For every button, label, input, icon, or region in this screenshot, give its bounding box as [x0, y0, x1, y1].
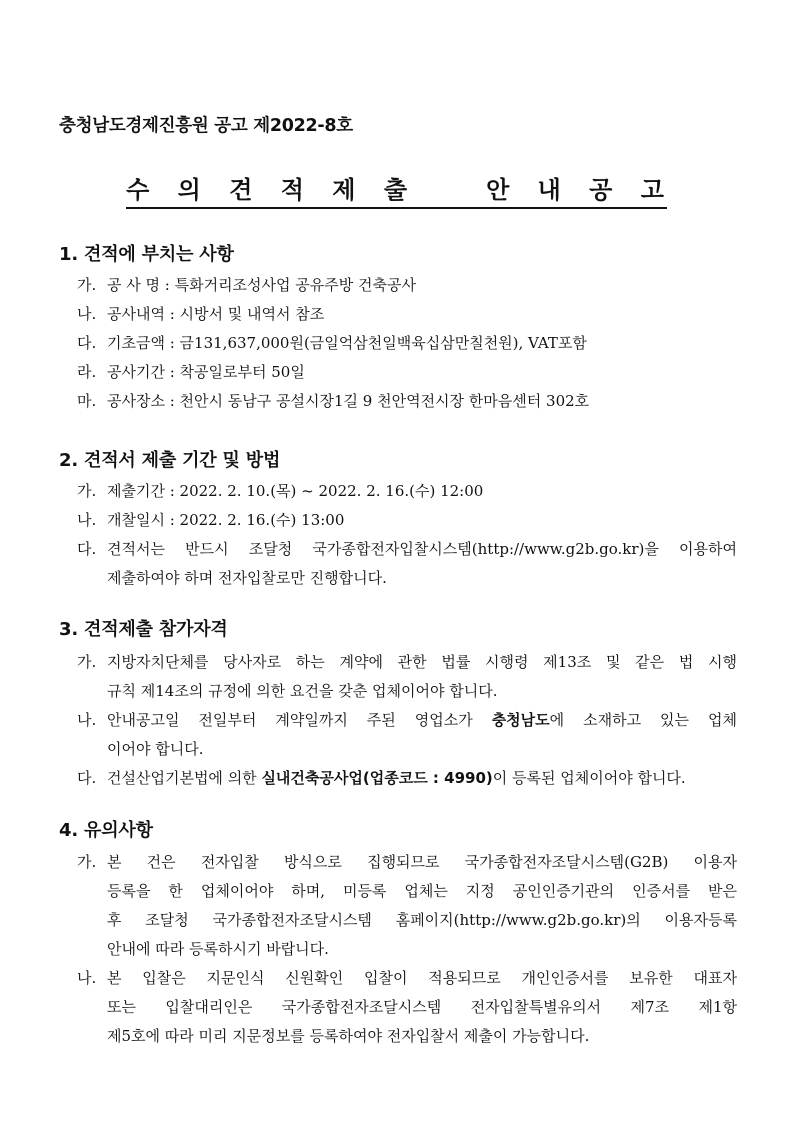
list-item: 다. 건설산업기본법에 의한 실내건축공사업(업종코드 : 4990)이 등록된 업체이어야 합니다. [77, 769, 686, 787]
section-2-heading: 2. 견적서 제출 기간 및 방법 [59, 450, 281, 471]
list-item: 나. 본 입찰은 지문인식 신원확인 입찰이 적용되므로 개인인증서를 보유한 대표자 [77, 969, 737, 987]
list-item: 다. 견적서는 반드시 조달청 국가종합전자입찰시스템(http://www.g2b.go.kr)을 이용하여 [77, 540, 737, 558]
list-item: 가. 본 건은 전자입찰 방식으로 집행되므로 국가종합전자조달시스템(G2B) 이용자 [77, 853, 737, 871]
section-1-heading: 1. 견적에 부치는 사항 [59, 244, 234, 265]
list-item: 가. 제출기간 : 2022. 2. 10.(목) ~ 2022. 2. 16.(수) 12:00 [77, 482, 484, 500]
emphasis-region: 충청남도 [491, 711, 550, 729]
list-item: 마. 공사장소 : 천안시 동남구 공설시장1길 9 천안역전시장 한마음센터 302호 [77, 392, 590, 410]
section-3-heading: 3. 견적제출 참가자격 [59, 619, 228, 640]
list-item: 가. 공 사 명 : 특화거리조성사업 공유주방 건축공사 [77, 276, 416, 294]
list-item: 라. 공사기간 : 착공일로부터 50일 [77, 363, 305, 381]
list-item: 가. 지방자치단체를 당사자로 하는 계약에 관한 법률 시행령 제13조 및 같은 법 시행 [77, 653, 737, 671]
list-item: 다. 기초금액 : 금131,637,000원(금일억삼천일백육십삼만칠천원), VAT포함 [77, 334, 587, 352]
section-4-heading: 4. 유의사항 [59, 820, 153, 841]
list-item: 나. 안내공고일 전일부터 계약일까지 주된 영업소가 충청남도에 소재하고 있는 업체 [77, 711, 737, 729]
page-title: 수 의 견 적 제 출 안 내 공 고 [126, 170, 667, 209]
list-item: 나. 공사내역 : 시방서 및 내역서 참조 [77, 305, 325, 323]
document-page: 충청남도경제진흥원 공고 제2022-8호 수 의 견 적 제 출 안 내 공 고 1. 견적에 부치는 사항 가. 공 사 명 : 특화거리조성사업 공유주방 건축공사 나. 공사내역 : 시방서 및 내역서 참조 다. 기초금액 : 금131,637,000원(금일억삼천일백육십삼만칠천원), VAT포함 라. 공사기간 : 착공일로부터 50일 마. 공사장소 : 천안시 동남구 공설시장1길 9 천안역전시장 한마음센터 302호 2. 견적서 제출 기간 및 방법 가. 제출기간 : 2022. 2. 10.(목) ~ 2022. 2. 16.(수) 12:00 나. 개찰일시 : 2022. 2. 16.(수) 13:00 다. 견적서는 반드시 조달청 국가종합전자입찰시스템(http://www.g2b.go.kr)을 이용하여 제출하여야 하며 전자입찰로만 진행합니다. 3. 견적제출 참가자격 가. 지방자치단체를 당사자로 하는 계약에 관한 법률 시행령 제13조 및 같은 법 시행 규칙 제14조의 규정에 의한 요건을 갖춘 업체이어야 합니다. 나. 안내공고일 전일부터 계약일까지 주된 영업소가 충청남도에 소재하고 있는 업체 이어야 합니다. 다. 건설산업기본법에 의한 실내건축공사업(업종코드 : 4990)이 등록된 업체이어야 합니다. 4. 유의사항 가. 본 건은 전자입찰 방식으로 집행되므로 국가종합전자조달시스템(G2B) 이용자 등록을 한 업체이어야 하며, 미등록 업체는 지정 공인인증기관의 인증서를 받은 후 조달청 국가종합전자조달시스템 홈페이지(http://www.g2b.go.kr)의 이용자등록 안내에 따라 등록하시기 바랍니다. 나. 본 입찰은 지문인식 신원확인 입찰이 적용되므로 개인인증서를 보유한 대표자 또는 입찰대리인은 국가종합전자조달시스템 전자입찰특별유의서 제7조 제1항 제5호에 따라 미리 지문정보를 등록하여야 전자입찰서 제출이 가능합니다. [0, 0, 793, 1121]
list-item: 나. 개찰일시 : 2022. 2. 16.(수) 13:00 [77, 511, 345, 529]
emphasis-license: 실내건축공사업(업종코드 : 4990) [261, 769, 493, 787]
notice-number: 충청남도경제진흥원 공고 제2022-8호 [59, 116, 353, 136]
